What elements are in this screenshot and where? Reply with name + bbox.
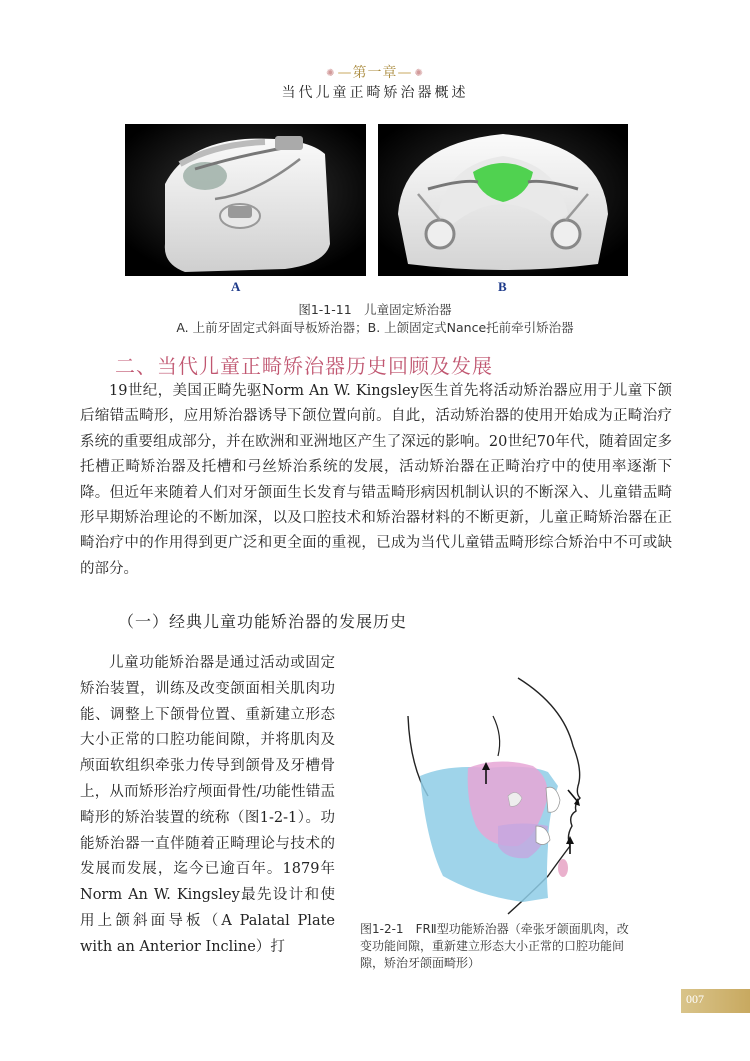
fr2-caption: 图1-2-1 FRⅡ型功能矫治器（牵张牙颌面肌肉，改变功能间隙，重新建立形态大小正常的口腔功能间隙，矫治牙颌面畸形）	[360, 922, 629, 970]
chapter-label: ✺ —第一章— ✺	[326, 65, 424, 81]
photo-a	[125, 124, 366, 276]
fr2-diagram	[398, 676, 618, 916]
appliance-a-illustration	[125, 124, 366, 276]
figure-caption-desc: A. 上前牙固定式斜面导板矫治器；B. 上颌固定式Nance托前牵引矫治器	[176, 320, 574, 335]
photo-a-label: A	[231, 279, 241, 294]
page-number: 007	[686, 992, 704, 1006]
photo-b-label: B	[498, 279, 507, 294]
subsection-heading: （一）经典儿童功能矫治器的发展历史	[118, 612, 408, 631]
subsection-paragraph: 儿童功能矫治器是通过活动或固定矫治装置，训练及改变颌面相关肌肉功能、调整上下颌骨位置、重新建立形态大小正常的口腔功能间隙，并将肌肉及颅面软组织牵张力传导到颌骨及牙槽骨上，从而矫形治疗颅面骨性/功能性错㿻畸形的矫治装置的统称（图1-2-1）。功能矫治器一直伴随着正畸理论与技术的发展而发展，迄今已逾百年。1879年Norm An W. Kingsley最先设计和使用上颌斜面导板（A Palatal Plate with an Anterior Incline）打	[80, 655, 335, 955]
chapter-title: 当代儿童正畸矫治器概述	[281, 85, 469, 101]
section-paragraph: 19世纪，美国正畸先驱Norm An W. Kingsley医生首先将活动矫治器应用于儿童下颌后缩错㿻畸形，应用矫治器诱导下颌位置向前。自此，活动矫治器的使用开始成为正畸治疗系统的重要组成部分，并在欧洲和亚洲地区产生了深远的影响。20世纪70年代，随着固定多托槽正畸矫治器及托槽和弓丝矫治系统的发展，活动矫治器在正畸治疗中的使用率逐渐下降。但近年来随着人们对牙颌面生长发育与错㿻畸形病因机制认识的不断深入、儿童错㿻畸形早期矫治理论的不断加深，以及口腔技术和矫治器材料的不断更新，儿童正畸矫治器在正畸治疗中的作用得到更广泛和更全面的重视，已成为当代儿童错㿻畸形综合矫治中不可或缺的部分。	[80, 383, 672, 577]
appliance-b-illustration	[378, 124, 628, 276]
ornament-right-icon: ✺	[414, 67, 424, 79]
photo-b	[378, 124, 628, 276]
figure-caption-title: 图1-1-11 儿童固定矫治器	[298, 302, 452, 317]
fr2-illustration	[398, 676, 618, 916]
ornament-left-icon: ✺	[326, 67, 336, 79]
chapter-number: 第一章	[352, 65, 398, 81]
section-heading: 二、当代儿童正畸矫治器历史回顾及发展	[115, 354, 493, 378]
